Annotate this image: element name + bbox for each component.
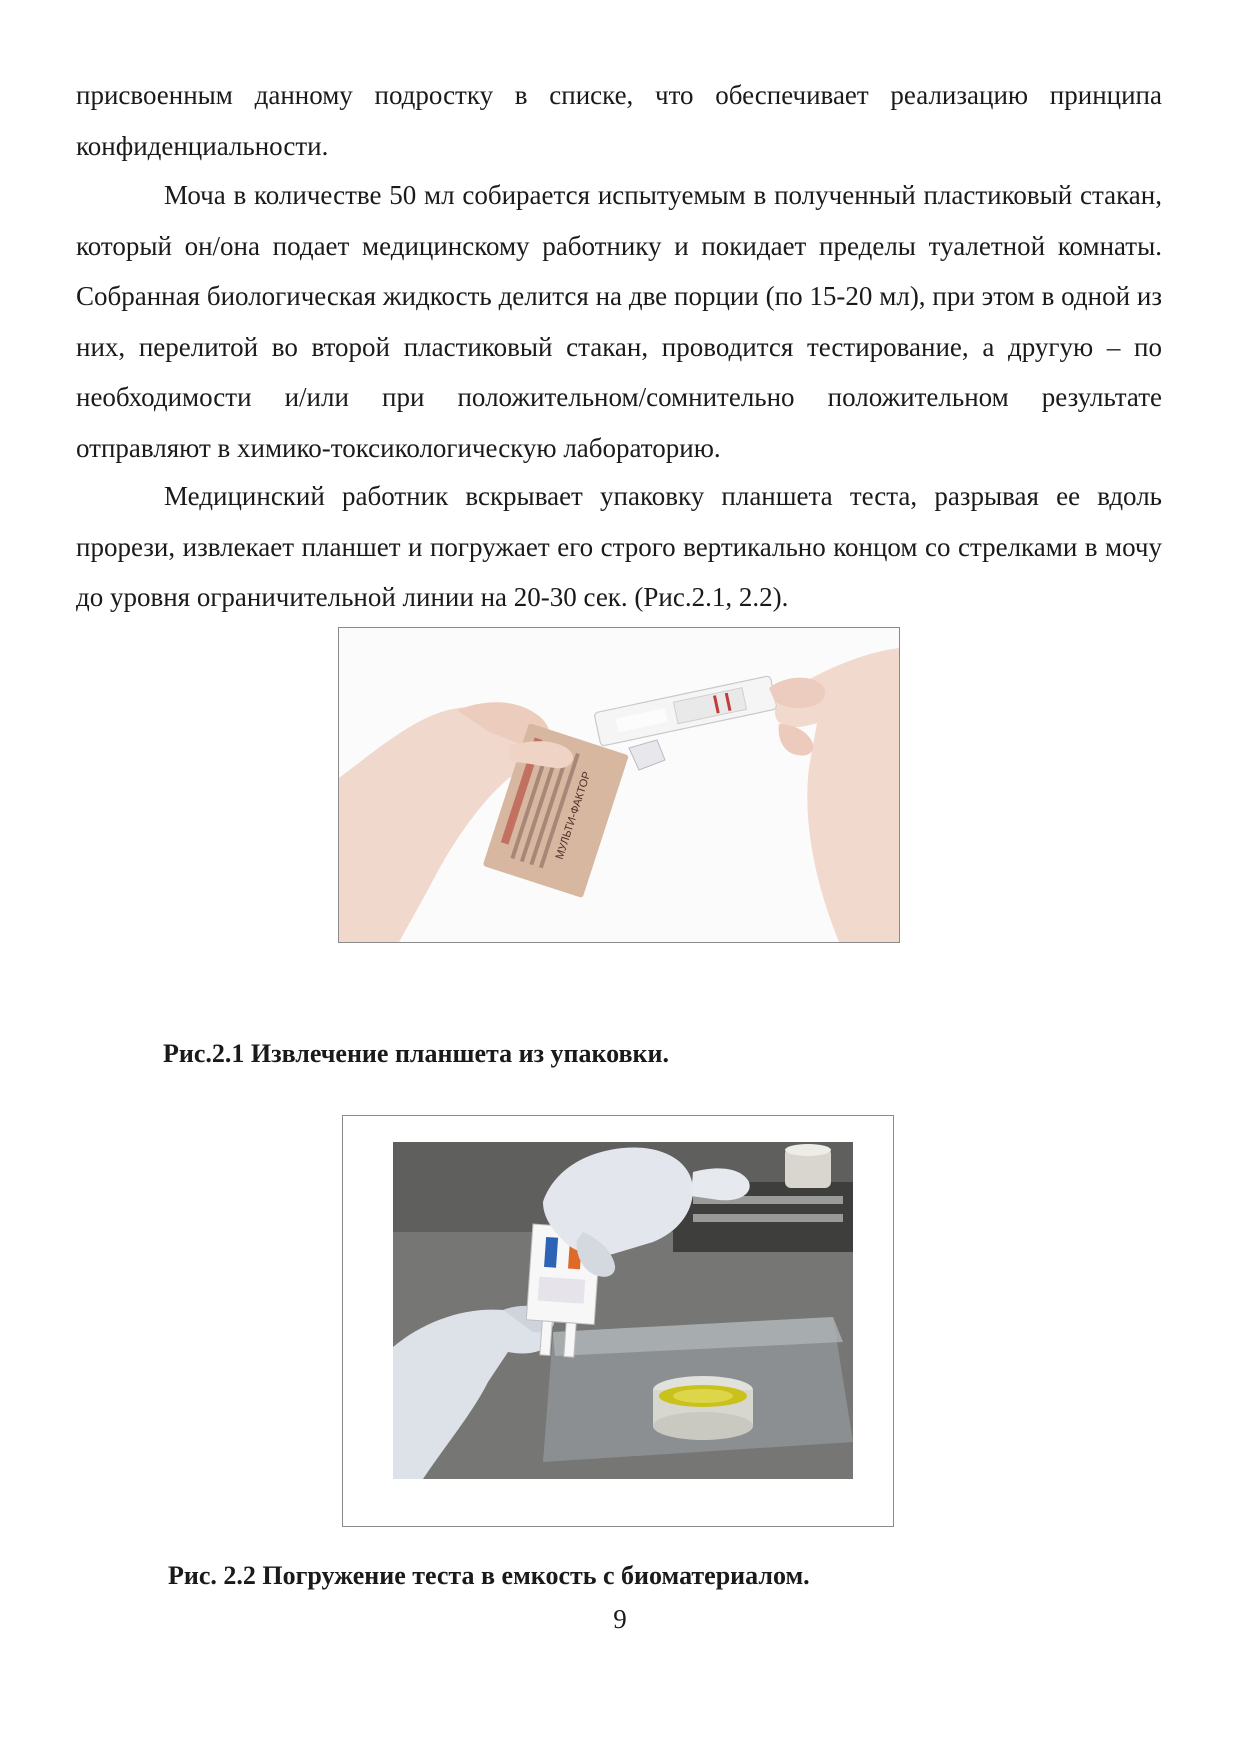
photo-hands-opening-package	[339, 628, 899, 942]
figure-caption-2-2: Рис. 2.2 Погружение теста в емкость с биоматериалом.	[168, 1561, 810, 1590]
package-label: МУЛЬТИ-ФАКТОР	[553, 770, 594, 861]
body-paragraph-2: Моча в количестве 50 мл собирается испытуемым в полученный пластиковый стакан, который он/она подает медицинскому работнику и покидает пределы туалетной комнаты. Собранная биологическая жидкость делится на две порции (по 15-20 мл), при этом в одной из них, перелитой во второй пластиковый стакан, проводится тестирование, а другую – по необходимости и/или при положительном/сомнительно положительном результате отправляют в химико-токсикологическую лабораторию.	[76, 180, 1162, 463]
body-paragraph-3: Медицинский работник вскрывает упаковку планшета теста, разрывая ее вдоль прорези, извлекает планшет и погружает его строго вертикально концом со стрелками в мочу до уровня ограничительной линии на 20-30 сек. (Рис.2.1, 2.2).	[76, 481, 1162, 612]
page-number: 9	[613, 1604, 627, 1634]
figure-caption-2-1: Рис.2.1 Извлечение планшета из упаковки.	[163, 1039, 669, 1068]
figure-extracting-cassette	[338, 627, 900, 943]
photo-test-in-biomaterial	[343, 1116, 893, 1526]
figure-dipping-test	[342, 1115, 894, 1527]
body-paragraph-1: присвоенным данному подростку в списке, что обеспечивает реализацию принципа конфиденциальности.	[76, 80, 1162, 161]
